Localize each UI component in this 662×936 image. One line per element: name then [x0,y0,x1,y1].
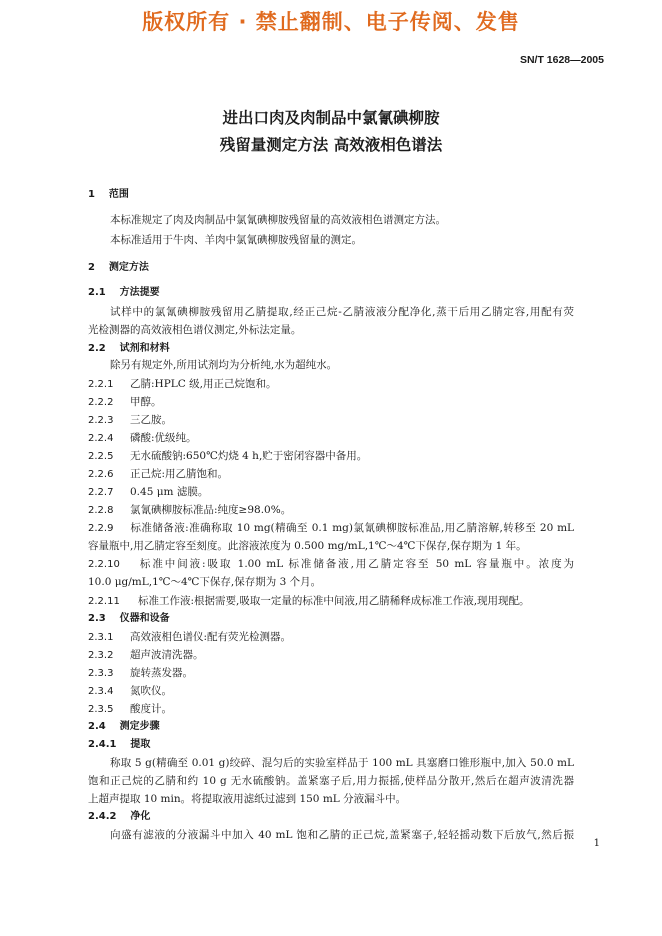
list-item [88,467,228,482]
list-item [88,431,197,446]
item-number: 2.2.2 [88,397,114,408]
section-title: 范围 [108,189,129,200]
paragraph: 本标准规定了肉及肉制品中氯氰碘柳胺残留量的高效液相色谱测定方法。 [110,214,446,226]
section-number: 2.4.1 [88,739,117,750]
list-item [88,684,172,699]
list-item [88,702,172,717]
item-number: 2.2.10 [88,559,120,570]
section-title: 测定步骤 [119,721,160,732]
item-text: 标准工作液:根据需要,吸取一定量的标准中间液,用乙腈稀释成标准工作液,现用现配。 [138,595,530,607]
paragraph: 向盛有滤液的分液漏斗中加入 40 mL 饱和乙腈的正己烷,盖紧塞子,轻轻摇动数下后放气,然后振 [110,829,574,841]
item-text: 氮吹仪。 [130,685,172,697]
document-title-line-1: 进出口肉及肉制品中氯氰碘柳胺 [222,109,440,127]
item-number: 2.3.1 [88,632,114,643]
paragraph: 试样中的氯氰碘柳胺残留用乙腈提取,经正己烷-乙腈液液分配净化,蒸干后用乙腈定容,用配有荧 [110,306,574,318]
section-number: 2.1 [88,287,106,298]
section-2-heading [88,261,149,275]
subsection-2-1-heading [88,286,160,300]
list-item [88,521,574,536]
section-number: 2 [88,262,95,273]
item-number: 2.2.9 [88,523,114,534]
list-item [88,485,208,500]
list-item [88,557,574,572]
item-text: 无水硫酸钠:650℃灼烧 4 h,贮于密闭容器中备用。 [130,450,368,462]
paragraph-continuation: 10.0 μg/mL,1℃～4℃下保存,保存期为 3 个月。 [88,576,322,588]
section-title: 试剂和材料 [119,343,170,354]
item-text: 0.45 μm 滤膜。 [130,486,209,498]
subsection-2-2-heading [88,342,170,356]
paragraph-continuation: 饱和正己烷的乙腈和约 10 g 无水硫酸钠。盖紧塞子后,用力振摇,使样品分散开,然后在超声波清洗器 [88,775,574,787]
paragraph: 本标准适用于牛肉、羊肉中氯氰碘柳胺残留量的测定。 [110,234,362,246]
page-number: 1 [593,838,600,849]
item-number: 2.2.6 [88,469,114,480]
item-text: 超声波清洗器。 [130,649,204,661]
paragraph-continuation: 容量瓶中,用乙腈定容至刻度。此溶液浓度为 0.500 mg/mL,1℃～4℃下保存,保存期为 1 年。 [88,540,527,552]
item-text: 旋转蒸发器。 [130,667,193,679]
list-item [88,630,291,645]
item-text: 酸度计。 [130,703,172,715]
list-item [88,503,291,518]
item-number: 2.2.3 [88,415,114,426]
paragraph: 光检测器的高效液相色谱仪测定,外标法定量。 [88,324,302,336]
list-item [88,413,172,428]
list-item [88,449,367,464]
subsection-2-3-heading [88,612,170,626]
item-number: 2.2.1 [88,379,114,390]
item-number: 2.3.4 [88,686,114,697]
item-text: 正己烷:用乙腈饱和。 [130,468,229,480]
paragraph-continuation: 上超声提取 10 min。将提取液用滤纸过滤到 150 mL 分液漏斗中。 [88,793,407,805]
list-item [88,594,530,609]
subsection-2-4-1-heading [88,738,150,752]
list-item [88,666,193,681]
item-number: 2.2.8 [88,505,114,516]
list-item [88,395,162,410]
list-item [88,377,276,392]
document-title-line-2: 残留量测定方法 高效液相色谱法 [219,136,443,154]
standard-number: SN/T 1628—2005 [519,54,604,66]
section-number: 2.4 [88,721,106,732]
item-number: 2.3.3 [88,668,114,679]
item-text: 标准中间液:吸取 1.00 mL 标准储备液,用乙腈定容至 50 mL 容量瓶中。浓度为 [138,558,574,570]
paragraph: 称取 5 g(精确至 0.01 g)绞碎、混匀后的实验室样品于 100 mL 具塞磨口锥形瓶中,加入 50.0 mL [110,757,574,769]
item-text: 磷酸:优级纯。 [130,432,197,444]
section-number: 2.2 [88,343,106,354]
item-text: 高效液相色谱仪:配有荧光检测器。 [130,631,292,643]
section-number: 1 [88,189,95,200]
section-1-heading [88,188,129,202]
section-number: 2.4.2 [88,811,117,822]
item-number: 2.3.5 [88,704,114,715]
section-title: 测定方法 [108,262,149,273]
item-text: 乙腈:HPLC 级,用正己烷饱和。 [130,378,277,390]
item-number: 2.3.2 [88,650,114,661]
item-number: 2.2.11 [88,596,120,607]
section-title: 净化 [130,811,151,822]
paragraph: 除另有规定外,所用试剂均为分析纯,水为超纯水。 [110,359,338,371]
item-number: 2.2.7 [88,487,114,498]
item-text: 三乙胺。 [130,414,172,426]
item-text: 甲醇。 [130,396,162,408]
copyright-watermark: 版权所有 · 禁止翻制、电子传阅、发售 [142,10,520,34]
subsection-2-4-heading [88,720,160,734]
section-title: 方法提要 [119,287,160,298]
section-title: 提取 [130,739,151,750]
list-item [88,648,204,663]
item-number: 2.2.4 [88,433,114,444]
section-title: 仪器和设备 [119,613,170,624]
section-number: 2.3 [88,613,106,624]
subsection-2-4-2-heading [88,810,150,824]
item-number: 2.2.5 [88,451,114,462]
item-text: 氯氰碘柳胺标准品:纯度≥98.0%。 [130,504,292,516]
item-text: 标准储备液:准确称取 10 mg(精确至 0.1 mg)氯氰碘柳胺标准品,用乙腈溶解,转移至 20 mL [130,522,574,534]
